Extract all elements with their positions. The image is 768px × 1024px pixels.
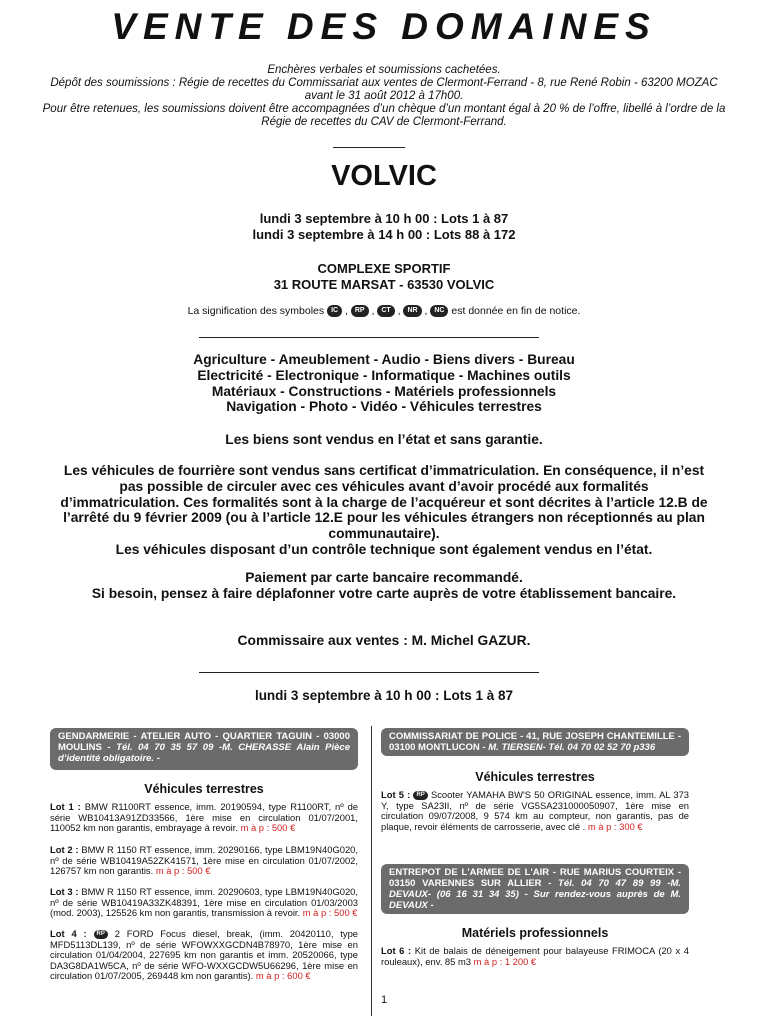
right-location-panel-1 bbox=[381, 728, 689, 756]
lot-2-price: m à p : 500 € bbox=[155, 865, 211, 877]
lot-5-label: Lot 5 : bbox=[381, 789, 411, 800]
venue-name: COMPLEXE SPORTIF bbox=[317, 261, 451, 276]
divider-2 bbox=[199, 672, 539, 673]
right-location-panel-2 bbox=[381, 864, 689, 914]
lot-3 bbox=[50, 887, 358, 919]
lot-3-price: m à p : 500 € bbox=[302, 907, 358, 919]
left-panel-main: GENDARMERIE - ATELIER AUTO - QUARTIER TAGUIN - 03000 MOULINS - bbox=[58, 731, 350, 753]
lot-1-price: m à p : 500 € bbox=[240, 822, 296, 834]
category-line-1: Agriculture - Ameublement - Audio - Biens divers - Bureau bbox=[193, 352, 575, 367]
rp-badge-icon: RP bbox=[413, 791, 427, 800]
lot-3-text: BMW R 1150 RT essence, imm. 20290603, type LBM19N40G020, nº de série WB10419A33ZK48391, 1ère mise en circulation 01/03/2003 (mod. 2003), 125526 km non garantis, transmission à revoir. bbox=[50, 886, 358, 919]
lot-6 bbox=[381, 946, 689, 967]
lot-6-label: Lot 6 : bbox=[381, 945, 412, 956]
column-separator bbox=[371, 726, 372, 1016]
category-line-2: Electricité - Electronique - Informatique - Machines outils bbox=[197, 367, 571, 383]
lot-4-price: m à p : 600 € bbox=[255, 970, 311, 982]
lot-2 bbox=[50, 845, 358, 877]
session-1: lundi 3 septembre à 10 h 00 : Lots 1 à 87 bbox=[259, 211, 509, 226]
categories bbox=[60, 352, 708, 415]
lot-4-text: 2 FORD Focus diesel, break, (imm. 20420110, type MFD5113DL139, nº de série WFOWXXGCDN4B78970, 1ère mise en circulation 01/04/2004, 227695 km non garantis et imm. 20520066, type DA3G8DA1W5CA, nº de série WFO-WXXGCDW5U66296, 1ère mise en circulation 01/07/2005, 269448 km non garantis). bbox=[50, 928, 359, 982]
right-panel-1-contact: M. TIERSEN- Tél. 04 70 02 52 70 p336 bbox=[488, 742, 656, 753]
rp-badge-icon: RP bbox=[94, 930, 108, 939]
lot-1-label: Lot 1 : bbox=[50, 801, 81, 812]
payment-line-2: Si besoin, pensez à faire déplafonner votre carte auprès de votre établissement bancaire. bbox=[91, 585, 677, 601]
category-line-3: Matériaux - Constructions - Matériels professionnels bbox=[211, 383, 557, 399]
notice-state: Les biens sont vendus en l’état et sans garantie. bbox=[225, 432, 543, 447]
lot-2-label: Lot 2 : bbox=[50, 844, 79, 855]
city-title: VOLVIC bbox=[331, 160, 437, 192]
session-2: lundi 3 septembre à 14 h 00 : Lots 88 à 172 bbox=[252, 227, 516, 242]
divider-short bbox=[333, 147, 405, 148]
session-header: lundi 3 septembre à 10 h 00 : Lots 1 à 87 bbox=[254, 688, 514, 703]
commissaire: Commissaire aux ventes : M. Michel GAZUR. bbox=[237, 633, 531, 648]
lot-6-price: m à p : 1 200 € bbox=[473, 955, 537, 967]
divider-1 bbox=[199, 337, 539, 338]
lot-1-text: BMW R1100RT essence, imm. 20190594, type R1100RT, nº de série WB10413A91ZD33566, 1ère mise en circulation 01/07/2001, 110052 km non garantis, embrayage à revoir. bbox=[50, 801, 359, 834]
page-title: VENTE DES DOMAINES bbox=[111, 6, 657, 47]
lot-1 bbox=[50, 802, 358, 834]
symbols-legend: La signification des symboles IC , RP , CT , NR , NC est donnée en fin de notice. bbox=[187, 305, 581, 317]
symbols-prefix: La signification des symboles bbox=[187, 305, 325, 317]
notice-vehicles-text: Les véhicules de fourrière sont vendus sans certificat d’immatriculation. En conséquence, il n’est pas possible de circuler avec ces véhicules avant d’avoir procédé aux formalités d’immatriculation. Ces formalités sont à la charge de l’acquéreur et sont décrites à l’article 12.B de l’arrêté du 9 février 2009 (ou à l’article 12.E pour les véhicules étrangers non réceptionnés au plan communautaire). bbox=[60, 463, 708, 542]
category-line-4: Navigation - Photo - Vidéo - Véhicules terrestres bbox=[226, 399, 542, 415]
right-section-title-2: Matériels professionnels bbox=[461, 926, 609, 940]
right-panel-2-main: ENTREPOT DE L'ARMEE DE L'AIR - RUE MARIUS COURTEIX - 03150 VARENNES SUR ALLIER - bbox=[389, 867, 681, 889]
lot-4-label: Lot 4 : bbox=[50, 928, 87, 939]
intro-block bbox=[40, 64, 728, 129]
payment-line-1: Paiement par carte bancaire recommandé. bbox=[245, 570, 523, 585]
venue bbox=[0, 261, 768, 293]
notice-vehicles bbox=[60, 463, 708, 558]
sessions bbox=[0, 211, 768, 243]
venue-address: 31 ROUTE MARSAT - 63530 VOLVIC bbox=[273, 277, 495, 292]
payment bbox=[60, 570, 708, 602]
right-section-title-1: Véhicules terrestres bbox=[475, 770, 595, 784]
intro-line-2: Dépôt des soumissions : Régie de recettes du Commissariat aux ventes de Clermont-Ferrand - 8, rue René Robin - 63200 MOZAC avant le 31 août 2012 à 17h00. bbox=[50, 77, 718, 102]
symbol-ct-icon: CT bbox=[377, 305, 394, 317]
lot-5-price: m à p : 300 € bbox=[587, 820, 643, 832]
lot-5-text: Scooter YAMAHA BW'S 50 ORIGINAL essence, imm. AL 373 Y, type SA23II, nº de série VG5SA231000050907, 1ère mise en circulation 09/07/2008, 9 574 km au compteur, non garantis, pas de plaque, revoir éléments de carrosserie, avec clé . bbox=[381, 789, 690, 832]
symbol-nc-icon: NC bbox=[430, 305, 448, 317]
notice-ct-text: Les véhicules disposant d’un contrôle technique sont également vendus en l’état. bbox=[115, 541, 653, 557]
intro-line-1: Enchères verbales et soumissions cachetées. bbox=[267, 64, 501, 76]
right-panel-2-contact: Tél. 04 70 47 89 99 -M. DEVAUX- (06 16 31 34 35) - Sur rendez-vous auprès de M. DEVAUX - bbox=[389, 878, 681, 911]
lot-6-text: Kit de balais de déneigement pour balayeuse FRIMOCA (20 x 4 rouleaux), env. 85 m3 bbox=[381, 945, 689, 967]
symbol-ic-icon: IC bbox=[327, 305, 342, 317]
symbols-suffix: est donnée en fin de notice. bbox=[451, 305, 581, 317]
right-panel-1-main: COMMISSARIAT DE POLICE - 41, RUE JOSEPH CHANTEMILLE - 03100 MONTLUCON - bbox=[389, 731, 681, 753]
left-section-title: Véhicules terrestres bbox=[144, 782, 264, 796]
lot-2-text: BMW R 1150 RT essence, imm. 20290166, type LBM19N40G020, nº de série WB10419A52ZK41571, 1ère mise en circulation 01/07/2002, 126757 km non garantis. bbox=[50, 844, 358, 877]
intro-line-3: Pour être retenues, les soumissions doivent être accompagnées d’un chèque d’un montant égal à 20 % de l’offre, libellé à l’ordre de la Régie de recettes du CAV de Clermont-Ferrand. bbox=[42, 103, 726, 128]
symbol-rp-icon: RP bbox=[351, 305, 369, 317]
page-number: 1 bbox=[380, 994, 388, 1006]
left-panel-contact: Tél. 04 70 35 57 09 -M. CHERASSE Alain Pièce d’identité obligatoire. - bbox=[58, 742, 350, 764]
lot-3-label: Lot 3 : bbox=[50, 886, 79, 897]
lot-4 bbox=[50, 929, 358, 982]
lot-5 bbox=[381, 790, 689, 832]
left-location-panel bbox=[50, 728, 358, 770]
symbol-nr-icon: NR bbox=[403, 305, 421, 317]
